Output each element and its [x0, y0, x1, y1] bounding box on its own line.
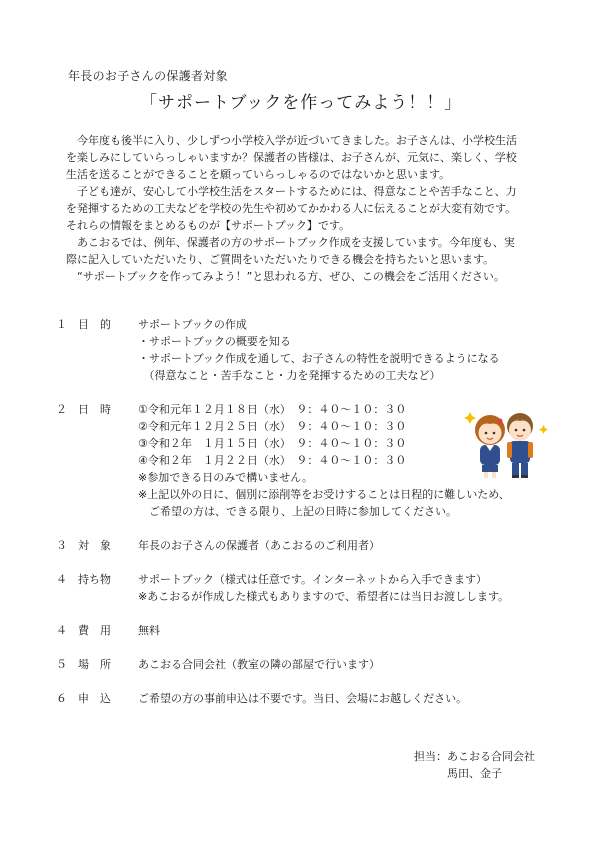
section-heading — [78, 571, 138, 588]
section-heading — [78, 401, 138, 418]
audience-label: 年長のお子さんの保護者対象 — [68, 69, 228, 83]
schedule-date: ③令和２年 １月１５日（水） ９：４０～１０：３０ — [138, 437, 407, 450]
section-content — [138, 401, 510, 520]
section-line: ・サポートブックの概要を知る — [138, 335, 291, 348]
section-content — [138, 316, 500, 384]
schedule-date: ④令和２年 １月２２日（水） ９：４０～１０：３０ — [138, 454, 407, 467]
intro-line: 子ども達が、安心して小学校生活をスタートするためには、得意なことや苦手なこと、力 — [66, 185, 517, 198]
section-heading-text: 対 象 — [78, 539, 111, 552]
intro-line: を楽しみにしていらっしゃいますか？保護者の皆様は、お子さんが、元気に、楽しく、学校 — [66, 151, 517, 164]
intro-line: 今年度も後半に入り、少しずつ小学校入学が近づいてきました。お子さんは、小学校生活 — [66, 134, 517, 147]
page-title: 「サポートブックを作ってみよう！！」 — [140, 93, 463, 113]
section-content — [138, 656, 380, 673]
section-heading-text: 費 用 — [78, 624, 111, 637]
section-content — [138, 690, 467, 707]
section-line: サポートブックの作成 — [138, 318, 247, 331]
intro-text — [66, 132, 546, 285]
section-content — [138, 537, 380, 554]
section-heading — [78, 622, 138, 639]
section-number: ４ — [56, 573, 67, 586]
intro-line: 生活を送ることができることを願っていらっしゃるのではないかと思います。 — [66, 168, 451, 181]
contact-info — [414, 748, 535, 782]
section-number: １ — [56, 318, 67, 331]
intro-line: 際に記入していただいたり、ご質問をいただいたりできる機会を持ちたいと思います。 — [66, 253, 495, 266]
intro-line: それらの情報をまとめるものが【サポートブック】です。 — [66, 219, 351, 232]
section-line: あこおる合同会社（教室の隣の部屋で行います） — [138, 658, 380, 671]
section-line: ※上記以外の日に、個別に添削等をお受けすることは日程的に難しいため、 — [138, 488, 510, 501]
section-line: ご希望の方は、できる限り、上記の日時に参加してください。 — [138, 505, 457, 518]
section-line: サポートブック（様式は任意です。インターネットから入手できます） — [138, 573, 488, 586]
section-line: ・サポートブック作成を通して、お子さんの特性を説明できるようになる — [138, 352, 500, 365]
section-line: （得意なこと・苦手なこと・力を発揮するための工夫など） — [138, 369, 441, 382]
section-target — [56, 537, 556, 554]
details-list — [56, 316, 556, 707]
section-number: ３ — [56, 539, 67, 552]
girl-figure — [475, 415, 505, 478]
intro-line: “サポートブックを作ってみよう！”と思われる方、ぜひ、この機会をご活用ください。 — [66, 270, 505, 283]
section-belongings — [56, 571, 556, 605]
section-heading-text: 持ち物 — [78, 573, 111, 586]
section-line: ご希望の方の事前申込は不要です。当日、会場にお越しください。 — [138, 692, 468, 705]
section-heading-text: 場 所 — [78, 658, 111, 671]
section-heading-text: 日 時 — [78, 403, 111, 416]
section-purpose — [56, 316, 556, 384]
boy-figure — [507, 413, 533, 478]
contact-line: 馬田、金子 — [414, 767, 502, 780]
section-place — [56, 656, 556, 673]
section-number: ４ — [56, 624, 67, 637]
intro-line: を発揮するための工夫などを学校の先生や初めてかかわる人に伝えることが大変有効です。 — [66, 202, 517, 215]
section-heading-text: 目 的 — [78, 318, 111, 331]
section-fee — [56, 622, 556, 639]
section-heading-text: 申 込 — [78, 692, 111, 705]
section-heading — [78, 537, 138, 554]
section-content — [138, 622, 160, 639]
section-line: 年長のお子さんの保護者（あこおるのご利用者） — [138, 539, 380, 552]
schedule-date: ①令和元年１２月１８日（水） ９：４０～１０：３０ — [138, 403, 407, 416]
section-heading — [78, 316, 138, 333]
section-heading — [78, 656, 138, 673]
section-line: ※あこおるが作成した様式もありますので、希望者には当日お渡しします。 — [138, 590, 510, 603]
contact-line: 担当：あこおる合同会社 — [414, 750, 535, 763]
section-number: ５ — [56, 658, 67, 671]
intro-line: あこおるでは、例年、保護者の方のサポートブック作成を支援しています。今年度も、実 — [66, 236, 515, 249]
school-children-icon — [462, 402, 550, 480]
section-number: ２ — [56, 403, 67, 416]
section-application — [56, 690, 556, 707]
section-content — [138, 571, 509, 605]
section-number: ６ — [56, 692, 67, 705]
section-line: ※参加できる日のみで構いません。 — [138, 471, 313, 484]
schedule-date: ②令和元年１２月２５日（水） ９：４０～１０：３０ — [138, 420, 407, 433]
section-line: 無料 — [138, 624, 160, 637]
section-heading — [78, 690, 138, 707]
